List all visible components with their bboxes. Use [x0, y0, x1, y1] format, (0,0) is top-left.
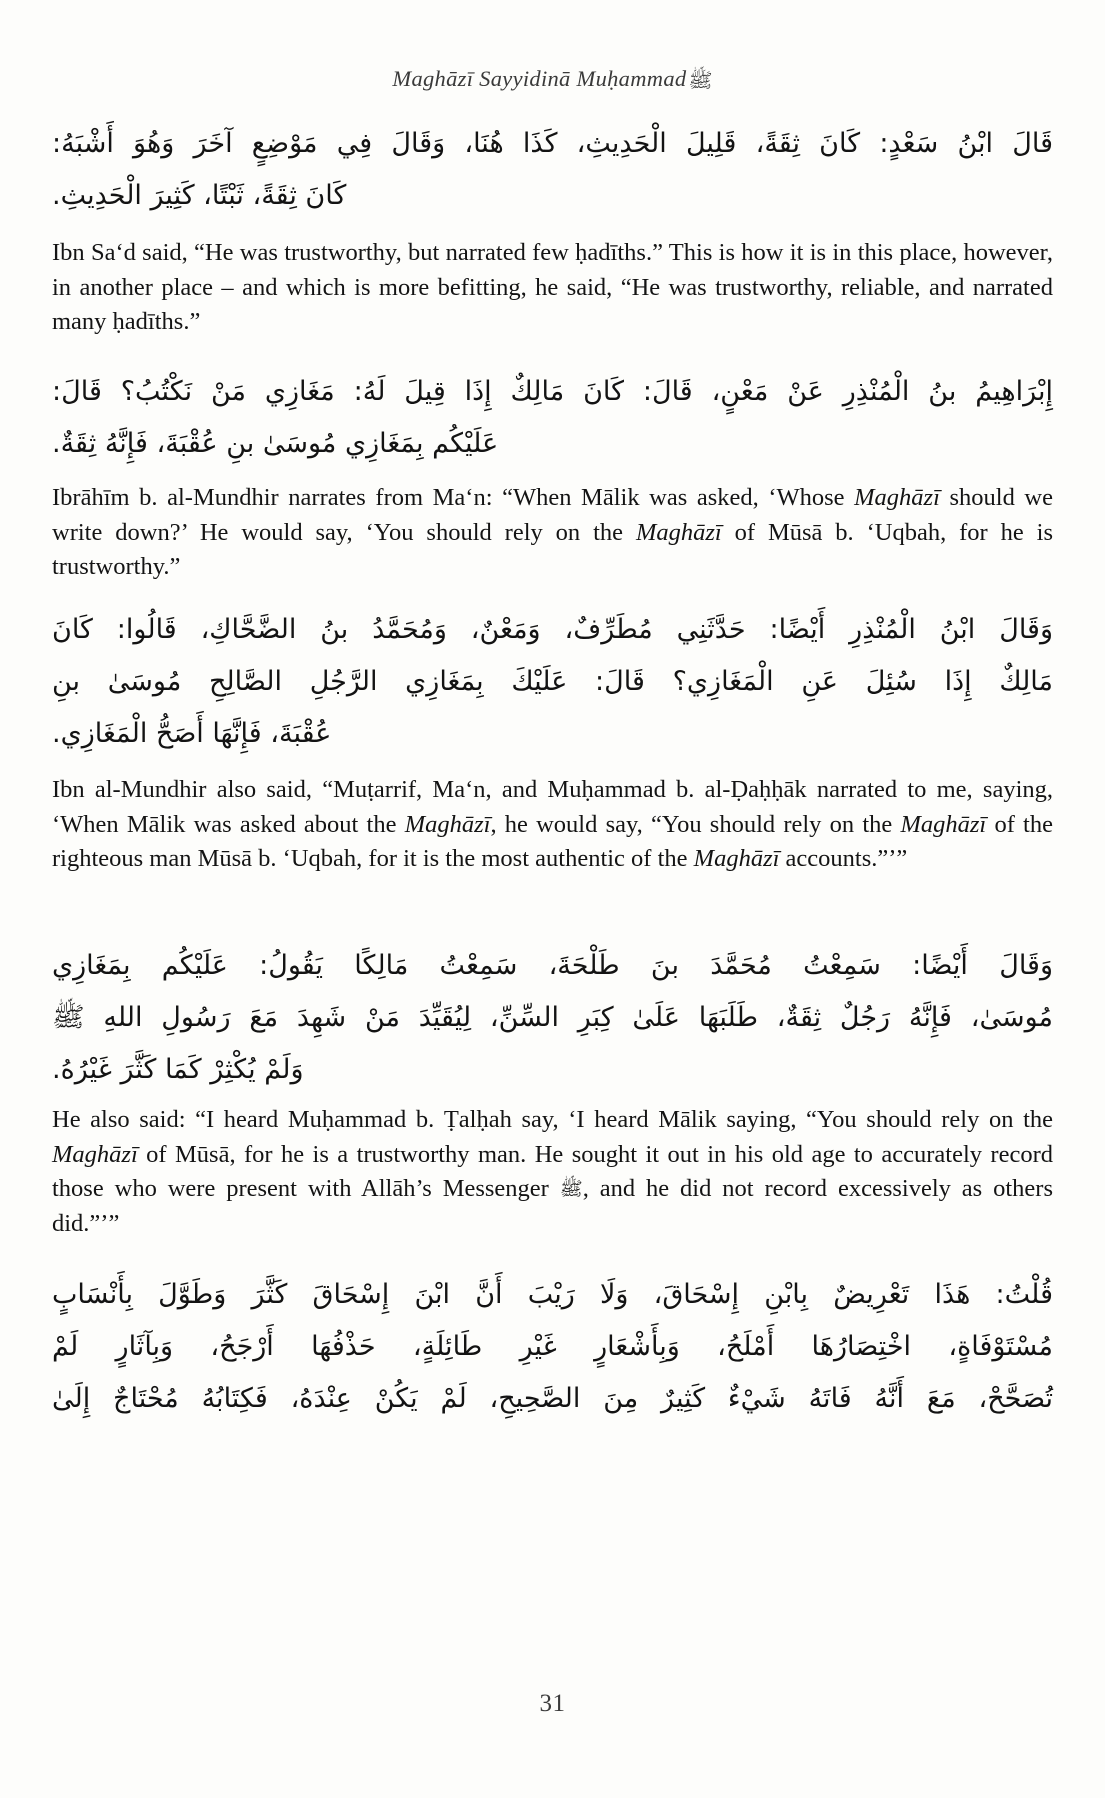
english-italic-term: Maghāzī — [404, 810, 491, 838]
english-text: Ibn al-Mundhir also said, “Muṭarrif, Ma‘n, and Muḥammad b. al-Ḍaḥḥāk narrated to me, saying, ‘When Mālik was asked about the — [52, 776, 1053, 838]
english-text: of Mūsā b. ‘Uqbah, for he is trustworthy.” — [52, 518, 1053, 581]
arabic-paragraph-4 — [52, 940, 1053, 1095]
salawat-glyph-icon: ﷺ — [688, 70, 713, 92]
arabic-line: عُقْبَةَ، فَإِنَّهَا أَصَحُّ الْمَغَازِي. — [52, 717, 332, 749]
arabic-line: وَقَالَ ابْنُ الْمُنْذِرِ أَيْضًا: حَدَّثَنِي مُطَرِّفٌ، وَمَعْنٌ، وَمُحَمَّدُ بنُ الضَّحَّاكِ، قَالُوا: كَانَ — [52, 614, 1053, 645]
english-text: accounts.”’” — [779, 845, 908, 873]
english-italic-term: Maghāzī — [635, 518, 722, 546]
english-paragraph-1 — [52, 236, 1053, 340]
page-content-column — [52, 0, 1053, 1798]
arabic-line: وَلَمْ يُكْثِرْ كَمَا كَثَّرَ غَيْرُهُ. — [52, 1053, 304, 1085]
running-header-title: Maghāzī Sayyidinā Muḥammad — [392, 66, 687, 91]
english-text: should we write down?’ He would say, ‘You should rely on the — [52, 484, 1053, 546]
arabic-line: إِبْرَاهِيمُ بنُ الْمُنْذِرِ عَنْ مَعْنٍ، قَالَ: كَانَ مَالِكٌ إِذَا قِيلَ لَهُ: مَغَازِي مَنْ نَكْتُبُ؟ قَالَ: — [52, 376, 1053, 407]
arabic-line: تُصَحَّحْ، مَعَ أَنَّهُ فَاتَهُ شَيْءٌ كَثِيرٌ مِنَ الصَّحِيحِ، لَمْ يَكُنْ عِنْدَهُ، فَكِتَابُهُ مُحْتَاجٌ إِلَىٰ — [52, 1382, 1053, 1414]
english-paragraph-4 — [52, 1103, 1053, 1242]
arabic-paragraph-3 — [52, 604, 1053, 759]
arabic-line: مُسْتَوْفَاةٍ، اخْتِصَارُهَا أَمْلَحُ، وَبِأَشْعَارٍ غَيْرِ طَائِلَةٍ، حَذْفُهَا أَرْجَحُ، وَبِآثَارٍ لَمْ — [52, 1330, 1053, 1362]
arabic-line: مَالِكٌ إِذَا سُئِلَ عَنِ الْمَغَازِي؟ قَالَ: عَلَيْكَ بِمَغَازِي الرَّجُلِ الصَّالِحِ مُوسَىٰ بنِ — [52, 665, 1053, 697]
english-italic-term: Maghāzī — [900, 810, 987, 838]
arabic-paragraph-2 — [52, 366, 1053, 470]
arabic-line: مُوسَىٰ، فَإِنَّهُ رَجُلٌ ثِقَةٌ، طَلَبَهَا عَلَىٰ كِبَرِ السِّنِّ، لِيُقَيِّدَ مَنْ شَهِدَ مَعَ رَسُولِ اللهِ ﷺ — [52, 1001, 1053, 1033]
english-text: , and he did not record excessively as others did.”’” — [52, 1175, 1053, 1237]
page-number: 31 — [539, 1690, 566, 1717]
english-italic-term: Maghāzī — [854, 484, 940, 511]
arabic-line: كَانَ ثِقَةً، ثَبْتًا، كَثِيرَ الْحَدِيثِ. — [52, 179, 347, 211]
english-paragraph-2 — [52, 481, 1053, 585]
arabic-line: قَالَ ابْنُ سَعْدٍ: كَانَ ثِقَةً، قَلِيلَ الْحَدِيثِ، كَذَا هُنَا، وَقَالَ فِي مَوْضِعٍ آخَرَ وَهُوَ أَشْبَهُ: — [52, 128, 1053, 159]
english-text: Ibn Sa‘d said, “He was trustworthy, but narrated few ḥadīths.” This is how it is in this place, however, in another place – and which is more befitting, he said, “He was trustworthy, reliable, and narrated many ḥadīths.” — [52, 239, 1053, 336]
arabic-line: قُلْتُ: هَذَا تَعْرِيضٌ بِابْنِ إِسْحَاقَ، وَلَا رَيْبَ أَنَّ ابْنَ إِسْحَاقَ كَثَّرَ وَطَوَّلَ بِأَنْسَابٍ — [52, 1279, 1053, 1310]
arabic-line: عَلَيْكُم بِمَغَازِي مُوسَىٰ بنِ عُقْبَةَ، فَإِنَّهُ ثِقَةٌ. — [52, 427, 499, 459]
arabic-line: وَقَالَ أَيْضًا: سَمِعْتُ مُحَمَّدَ بنَ طَلْحَةَ، سَمِعْتُ مَالِكًا يَقُولُ: عَلَيْكُم بِمَغَازِي — [52, 950, 1053, 981]
english-text: Ibrāhīm b. al-Mundhir narrates from Ma‘n: “When Mālik was asked, ‘Whose — [52, 484, 855, 511]
english-text: , he would say, “You should rely on the — [490, 810, 901, 838]
running-header — [52, 66, 1053, 96]
salawat-glyph-icon: ﷺ — [559, 1178, 583, 1201]
english-italic-term: Maghāzī — [693, 845, 780, 873]
arabic-paragraph-1 — [52, 118, 1053, 222]
english-paragraph-3 — [52, 773, 1053, 877]
english-text: He also said: “I heard Muḥammad b. Ṭalḥah say, ‘I heard Mālik saying, “You should rely on the — [52, 1106, 1053, 1133]
english-text: of Mūsā, for he is a trustworthy man. He sought it out in his old age to accurately record those who were present with Allāh’s Messenger — [52, 1140, 1053, 1203]
english-italic-term: Maghāzī — [52, 1140, 138, 1168]
english-text: of the righteous man Mūsā b. ‘Uqbah, for it is the most authentic of the — [52, 810, 1053, 873]
arabic-paragraph-5 — [52, 1269, 1053, 1424]
